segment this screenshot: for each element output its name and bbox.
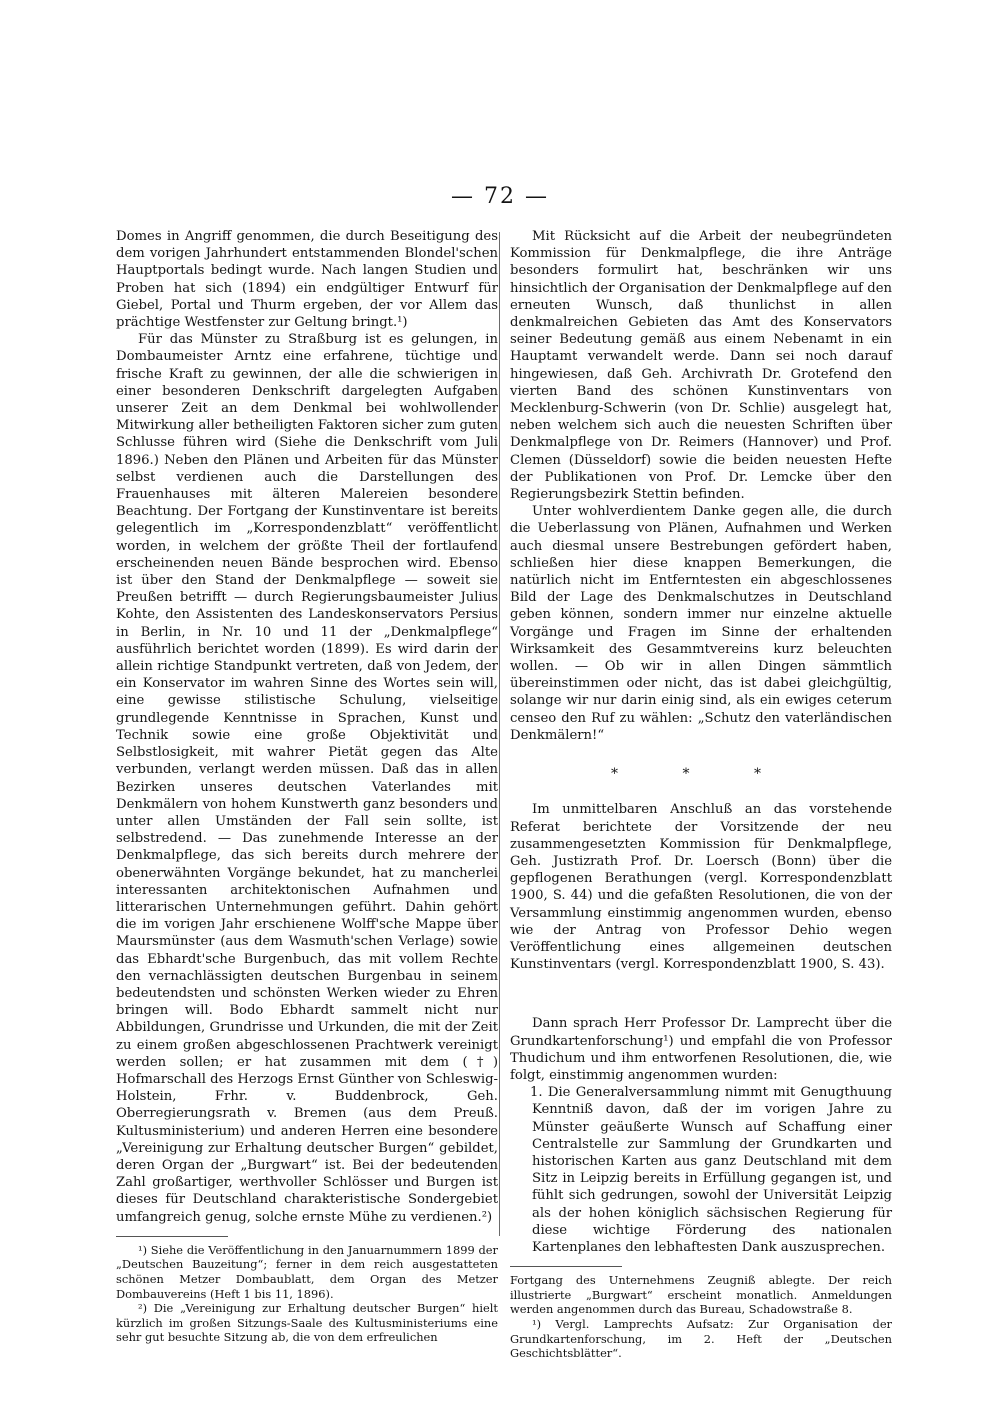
footnote-separator — [116, 1236, 228, 1237]
right-paragraph-3: Im unmittelbaren Anschluß an das vorstehende Referat berichtete der Vorsitzende der neu zusammengesetzten Kommission für Denkmalpflege, Geh. Justizrath Prof. Dr. Loersch (Bonn) über die gepflogenen Berathungen (vergl. Korrespondenzblatt 1900, S. 44) und die gefaßten Resolutionen, die von der Versammlung einstimmig angenommen wurden, ebenso wie der Antrag von Professor Dehio wegen Veröffentlichung eines allgemeinen deutschen Kunstinventars (vergl. Korrespondenzblatt 1900, S. 43). — [510, 802, 892, 973]
right-column — [510, 228, 892, 1361]
right-footnote-continuation: Fortgang des Unternehmens Zeugniß ablegte. Der reich illustrierte „Burgwart“ erscheint monatlich. Anmeldungen werden angenommen durch das Bureau, Schadowstraße 8. — [510, 1273, 892, 1317]
left-footnote-2: ²) Die „Vereinigung zur Erhaltung deutscher Burgen“ hielt kürzlich im großen Sitzungs-Saale des Kultusministeriums eine sehr gut besuchte Sitzung ab, die von dem erfreulichen — [116, 1301, 498, 1345]
right-paragraph-1: Mit Rücksicht auf die Arbeit der neubegründeten Kommission für Denkmalpflege, die ihre Anträge besonders formulirt hat, beschränken wir uns hinsichtlich der Organisation der Denkmalpflege auf den erneuten Wunsch, daß thunlichst in allen denkmalreichen Gebieten das Amt des Konservators seiner Bedeutung gemäß aus einem Nebenamt in ein Hauptamt verwandelt werde. Dann sei noch darauf hingewiesen, daß Geh. Archivrath Dr. Grotefend den vierten Band des schönen Kunstinventars von Mecklenburg-Schwerin (von Dr. Schlie) ausgelegt hat, neben welchem sich auch die neuesten Schriften über Denkmalpflege von Dr. Reimers (Hannover) und Prof. Clemen (Düsseldorf) sowie die beiden neuesten Hefte der Publikationen von Prof. Dr. Lemcke über den Regierungsbezirk Stettin befinden. — [510, 229, 892, 503]
footnote-separator — [510, 1266, 622, 1267]
section-asterisks: * * * — [611, 766, 791, 783]
left-paragraph-1: Domes in Angriff genommen, die durch Beseitigung des dem vorigen Jahrhundert entstammenden Blondel'schen Hauptportals bedingt wurde. Nach langen Studien und Proben hat sich (1894) ein endgültiger Entwurf für Giebel, Portal und Thurm ergeben, der vor Allem das prächtige Westfenster zur Geltung bringt.¹) — [116, 229, 498, 331]
column-divider — [499, 232, 500, 1236]
right-paragraph-4: Dann sprach Herr Professor Dr. Lamprecht über die Grundkartenforschung¹) und empfahl die von Professor Thudichum und ihm entworfenen Resolutionen, die, wie folgt, einstimmig angenommen wurden: — [510, 1016, 892, 1083]
right-footnote-1: ¹) Vergl. Lamprechts Aufsatz: Zur Organisation der Grundkartenforschung, im 2. Heft der „Deutschen Geschichtsblätter“. — [510, 1316, 892, 1361]
left-footnotes — [116, 1243, 498, 1345]
left-column — [116, 228, 498, 1345]
page-number: — 72 — — [451, 184, 549, 209]
section-gap — [510, 973, 892, 1015]
right-paragraph-2: Unter wohlverdientem Danke gegen alle, die durch die Ueberlassung von Plänen, Aufnahmen und Werken auch diesmal unsere Bestrebungen gefördert haben, schließen hier diese knappen Bemerkungen, die natürlich nicht im Entferntesten ein abgeschlossenes Bild der Lage des Denkmalschutzes in Deutschland geben können, sondern immer nur einzelne aktuelle Vorgänge und Fragen im Sinne der erhaltenden Wirksamkeit des Gesammtvereins kurz beleuchten wollen. — Ob wir in allen Dingen sämmtlich übereinstimmen oder nicht, das ist dabei gleichgültig, solange wir nur darin einig sind, als ein ewiges ceterum censeo den Ruf zu wählen: „Schutz den vaterländischen Denkmälern!“ — [510, 504, 892, 743]
left-paragraph-2: Für das Münster zu Straßburg ist es gelungen, in Dombaumeister Arntz eine erfahrene, tüchtige und frische Kraft zu gewinnen, der alle die schwierigen in einer besonderen Denkschrift dargelegten Aufgaben unserer Zeit an dem Denkmal bei wohlwollender Mitwirkung aller betheiligten Faktoren sicher zum guten Schlusse führen wird (Siehe die Denkschrift vom Juli 1896.) Neben den Plänen und Arbeiten für das Münster selbst verdienen auch die Darstellungen des Frauenhauses mit älteren Malereien besondere Beachtung. Der Fortgang der Kunstinventare ist bereits gelegentlich im „Korrespondenzblatt“ veröffentlicht worden, in welchem der größte Theil der fortlaufend erscheinenden neuen Bände besprochen wird. Ebenso ist über den Stand der Denkmalpflege — soweit sie Preußen betrifft — durch Regierungsbaumeister Julius Kohte, den Assistenten des Landeskonservators Persius in Berlin, in Nr. 10 und 11 der „Denkmalpflege“ ausführlich berichtet worden (1899). Es wird darin der allein richtige Standpunkt vertreten, daß von Jedem, der ein Konservator im wahren Sinne des Wortes sein will, eine gewisse stilistische Schulung, vielseitige grundlegende Kenntnisse in Sprachen, Kunst und Technik sowie eine große Objektivität und Selbstlosigkeit, mit wahrer Pietät gegen das Alte verbunden, verlangt werden müssen. Daß das in allen Bezirken unseres deutschen Vaterlandes mit Denkmälern von hohem Kunstwerth ganz besonders und unter allen Umständen der Fall sein sollte, ist selbstredend. — Das zunehmende Interesse an der Denkmalpflege, das sich bereits durch mehrere der obenerwähnten Vorgänge bekundet, hat zu mancherlei interessanten architektonischen Aufnahmen und litterarischen Unternehmungen geführt. Dahin gehört die im vorigen Jahr erschienene Wolff'sche Mappe über Maursmünster (aus dem Wasmuth'schen Verlage) sowie das Ebhardt'sche Burgenbuch, das mit vollem Rechte den vernachlässigten deutschen Burgenbau in seinem bedeutendsten und schönsten Werken wieder zu Ehren bringen will. Bodo Ebhardt sammelt nicht nur Abbildungen, Grundrisse und Urkunden, die mit der Zeit zu einem großen abgeschlossenen Prachtwerk vereinigt werden sollen; er hat zusammen mit dem (†) Hofmarschall des Herzogs Ernst Günther von Schleswig-Holstein, Frhr. v. Buddenbrock, Geh. Oberregierungsrath v. Bremen (aus dem Preuß. Kultusministerium) und anderen Herren eine besondere „Vereinigung zur Erhaltung deutscher Burgen“ gebildet, deren Organ der „Burgwart“ ist. Bei der bedeutenden Zahl großartiger, werthvoller Schlösser und Burgen ist dieses für Deutschland charakteristische Sondergebiet umfangreich genug, solche ernste Mühe zu verdienen.²) — [116, 332, 498, 1225]
resolution-item-1: 1. Die Generalversammlung nimmt mit Genugthuung Kenntniß davon, daß der im vorigen Jahre zu Münster geäußerte Wunsch auf Schaffung einer Centralstelle zur Sammlung der Grundkarten und historischen Karten aus ganz Deutschland mit dem Sitz in Leipzig bereits in Erfüllung gegangen ist, und fühlt sich gedrungen, sowohl der Universität Leipzig als der hohen königlich sächsischen Regierung für diese wichtige Förderung des nationalen Kartenplanes den lebhaftesten Dank auszusprechen. — [530, 1085, 892, 1255]
left-footnote-1: ¹) Siehe die Veröffentlichung in den Januarnummern 1899 der „Deutschen Bauzeitung“; ferner in dem reich ausgestatteten schönen Metzer Dombaublatt, dem Organ des Metzer Dombauvereins (Heft 1 bis 11, 1896). — [116, 1242, 498, 1301]
right-footnotes — [510, 1273, 892, 1361]
